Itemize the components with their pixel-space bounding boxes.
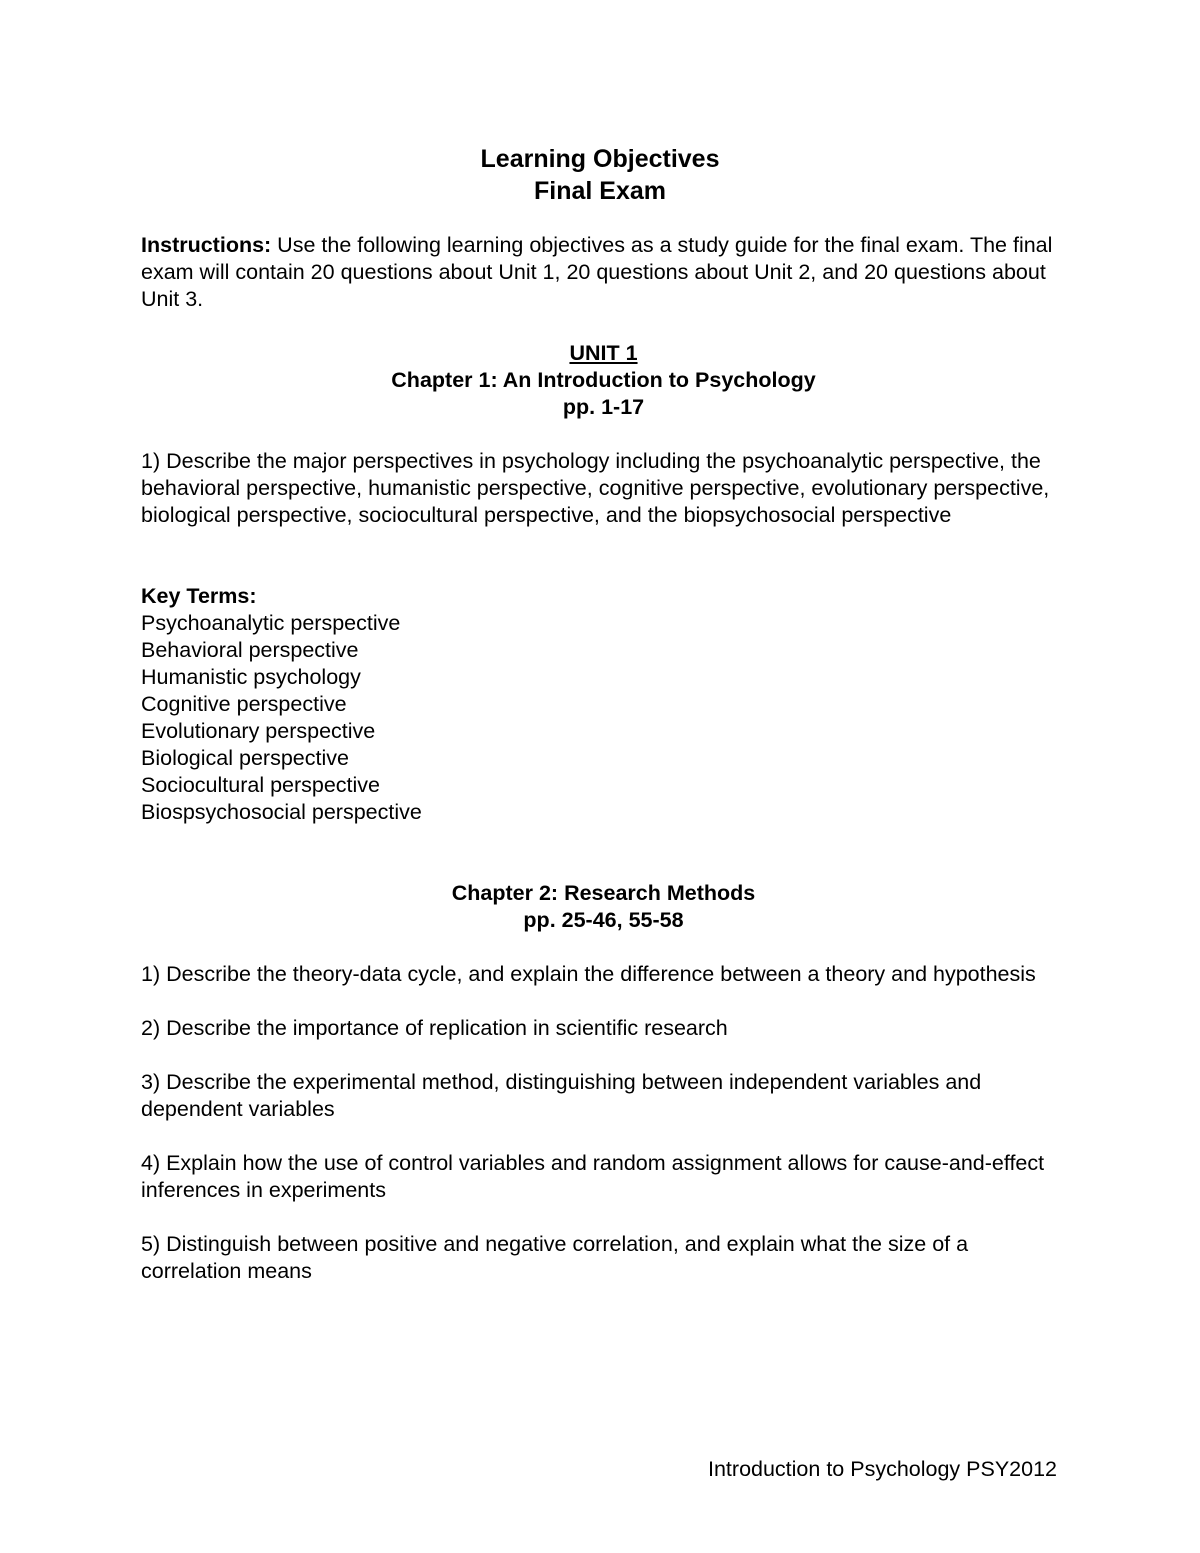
key-term: Sociocultural perspective (141, 773, 381, 797)
chapter2-heading-block (141, 880, 1066, 934)
chapter2-pages: pp. 25-46, 55-58 (523, 908, 684, 932)
instructions-text: Use the following learning objectives as a study guide for the final exam. The final exam will contain 20 questions about Unit 1, 20 questions about Unit 2, and 20 questions about Unit 3. (141, 233, 1053, 311)
key-terms-label: Key Terms: (141, 584, 257, 608)
chapter1-heading: Chapter 1: An Introduction to Psychology (391, 368, 816, 392)
chapter2-objective-3: 3) Describe the experimental method, distinguishing between independent variables and dependent variables (141, 1070, 982, 1121)
document-subtitle: Final Exam (534, 177, 666, 205)
key-term: Biological perspective (141, 746, 349, 770)
chapter2-objective-2: 2) Describe the importance of replication in scientific research (141, 1016, 728, 1040)
instructions-paragraph (141, 232, 1066, 313)
chapter2-objective-4: 4) Explain how the use of control variables and random assignment allows for cause-and-effect inferences in experiments (141, 1151, 1045, 1202)
document-content (141, 232, 1066, 1285)
title-block (0, 143, 1200, 207)
key-term: Psychoanalytic perspective (141, 611, 401, 635)
key-terms-block (141, 583, 1066, 826)
chapter1-objective-1: 1) Describe the major perspectives in psychology including the psychoanalytic perspective, the behavioral perspective, humanistic perspective, cognitive perspective, evolutionary perspective, biological perspective, sociocultural perspective, and the biopsychosocial perspective (141, 449, 1050, 527)
key-term: Evolutionary perspective (141, 719, 376, 743)
instructions-label: Instructions: (141, 233, 272, 257)
key-term: Biospsychosocial perspective (141, 800, 422, 824)
chapter1-pages: pp. 1-17 (562, 395, 645, 419)
chapter2-objective-5: 5) Distinguish between positive and negative correlation, and explain what the size of a correlation means (141, 1232, 969, 1283)
key-term: Humanistic psychology (141, 665, 361, 689)
page-footer: Introduction to Psychology PSY2012 (708, 1457, 1057, 1481)
unit-title: UNIT 1 (569, 341, 638, 365)
key-term: Behavioral perspective (141, 638, 359, 662)
chapter2-objectives (141, 961, 1066, 1285)
chapter2-heading: Chapter 2: Research Methods (451, 881, 756, 905)
key-term: Cognitive perspective (141, 692, 347, 716)
chapter2-objective-1: 1) Describe the theory-data cycle, and explain the difference between a theory and hypothesis (141, 962, 1036, 986)
unit1-heading-block (141, 340, 1066, 421)
document-title: Learning Objectives (480, 145, 720, 173)
